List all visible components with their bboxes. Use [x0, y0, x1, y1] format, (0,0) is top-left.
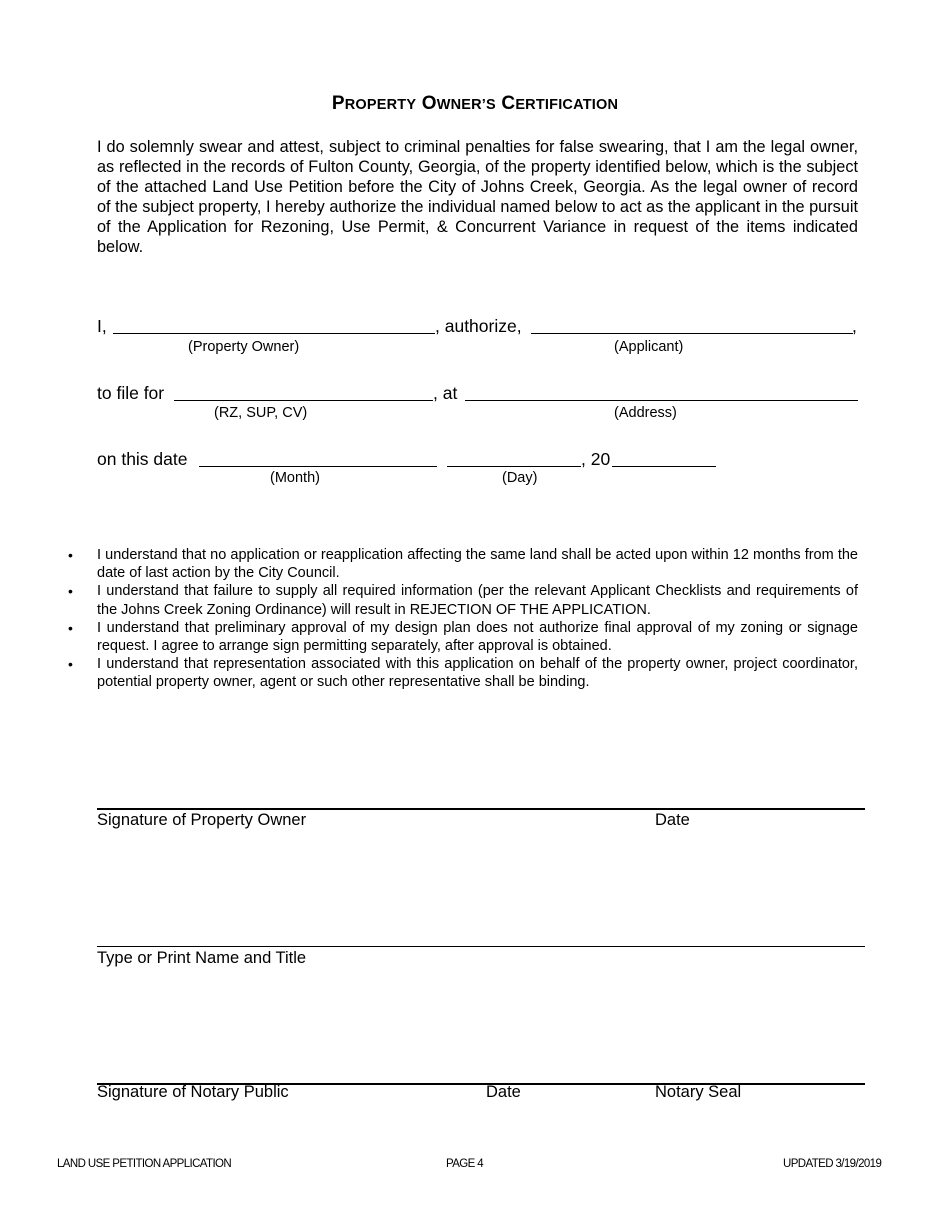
intro-paragraph: I do solemnly swear and attest, subject to criminal penalties for false swearing, that I am the legal owner, as reflected in the records of Fulton County, Georgia, of the property identified below, which is the subject of the attached Land Use Petition before the City of Johns Creek, Georgia. As the legal owner of record of the subject property, I hereby authorize the individual named below to act as the applicant in the pursuit of the Application for Rezoning, Use Permit, & Concurrent Variance in request of the items indicated below.: [97, 138, 858, 256]
page-title: PROPERTY OWNER’S CERTIFICATION: [331, 93, 619, 114]
file-for-prefix: to file for: [97, 383, 165, 403]
property-owner-field[interactable]: [113, 318, 435, 334]
month-field[interactable]: [199, 451, 437, 467]
month-caption: (Month): [270, 470, 320, 486]
day-field[interactable]: [447, 451, 581, 467]
line1-comma: ,: [852, 316, 857, 336]
list-item: • I understand that no application or reapplication affecting the same land shall be acted upon within 12 months from the date of last action by the City Council.: [97, 546, 858, 582]
property-owner-caption: (Property Owner): [188, 339, 300, 355]
footer-updated-date: UPDATED 3/19/2019: [783, 1158, 882, 1170]
year-prefix: , 20: [581, 449, 611, 469]
petition-type-field[interactable]: [174, 385, 433, 401]
date-prefix: on this date: [97, 449, 188, 469]
address-field[interactable]: [465, 385, 858, 401]
acknowledgement-list: [97, 546, 858, 692]
list-item: • I understand that representation associated with this application on behalf of the property owner, project coordinator, potential property owner, agent or such other representative shall be binding.: [97, 655, 858, 691]
print-name-label: Type or Print Name and Title: [97, 949, 307, 967]
list-item: • I understand that failure to supply all required information (per the relevant Applicant Checklists and requirements of the Johns Creek Zoning Ordinance) will result in REJECTION OF THE APPLICATION.: [97, 582, 858, 618]
day-caption: (Day): [502, 470, 538, 486]
footer-document-name: LAND USE PETITION APPLICATION: [57, 1158, 232, 1170]
list-item: • I understand that preliminary approval of my design plan does not authorize final approval of my zoning or signage request. I agree to arrange sign permitting separately, after approval is obtained.: [97, 619, 858, 655]
applicant-caption: (Applicant): [614, 339, 684, 355]
notary-seal-label: Notary Seal: [655, 1083, 742, 1101]
petition-type-caption: (RZ, SUP, CV): [214, 405, 308, 421]
authorize-text: , authorize,: [435, 316, 522, 336]
owner-signature-label: Signature of Property Owner: [97, 811, 307, 829]
owner-prefix: I,: [97, 316, 107, 336]
footer-page-number: PAGE 4: [446, 1158, 484, 1170]
notary-date-label: Date: [486, 1083, 521, 1101]
owner-signature-line[interactable]: [97, 808, 865, 810]
owner-date-label: Date: [655, 811, 690, 829]
applicant-field[interactable]: [531, 318, 853, 334]
address-caption: (Address): [614, 405, 677, 421]
notary-signature-label: Signature of Notary Public: [97, 1083, 289, 1101]
at-text: , at: [433, 383, 458, 403]
year-field[interactable]: [612, 451, 716, 467]
print-name-line[interactable]: [97, 946, 865, 947]
